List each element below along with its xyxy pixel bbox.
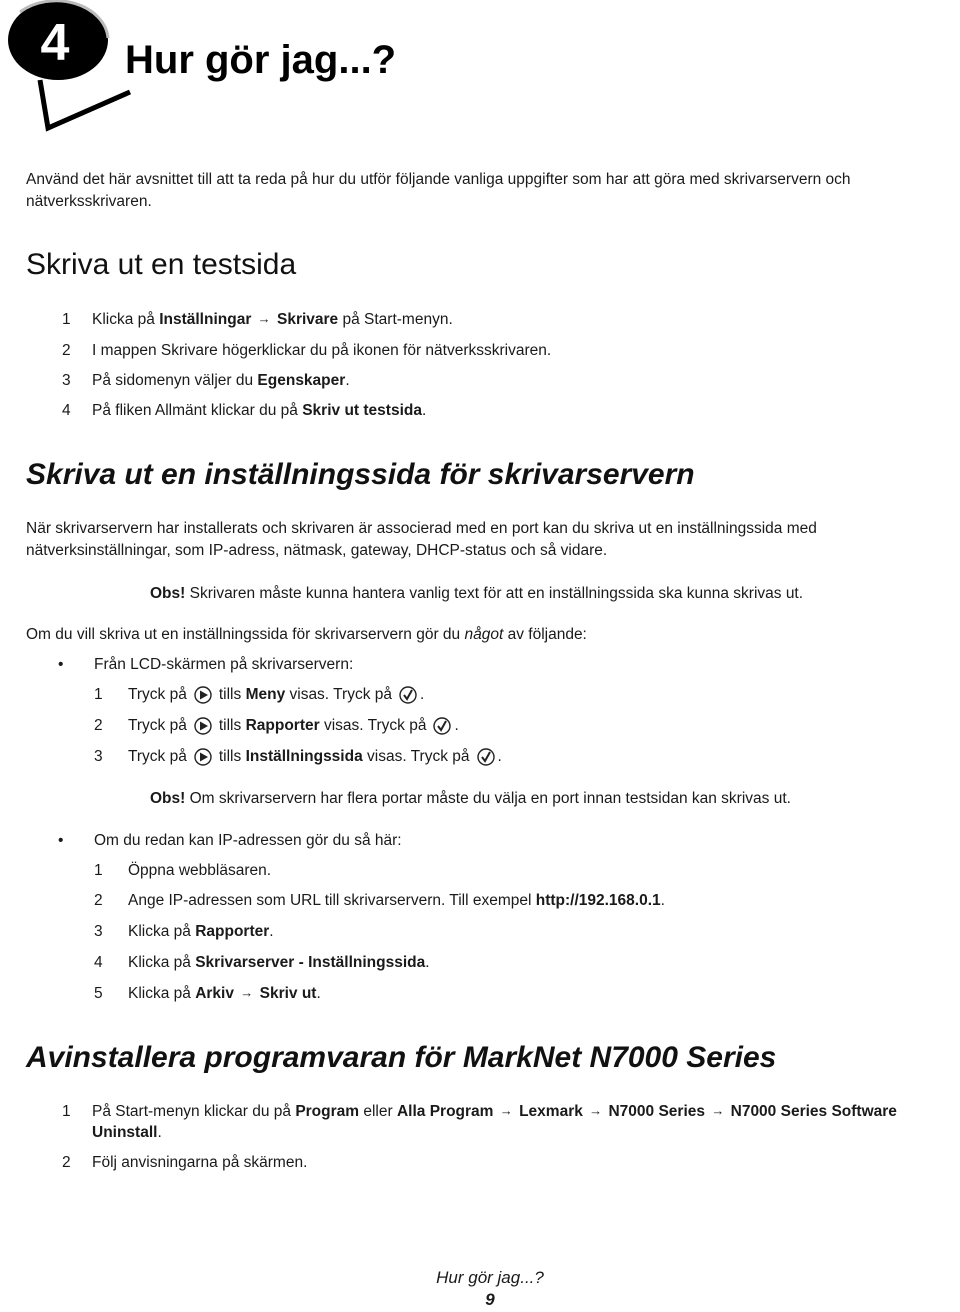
chapter-number-badge [0,0,135,135]
right-arrow-button-icon [193,685,213,705]
page-number: 9 [485,1290,495,1309]
note: Obs! Skrivaren måste kunna hantera vanlig text för att en inställningssida ska kunna skrivas ut. [150,585,804,602]
arrow-icon: → [499,1103,513,1118]
section-heading-avinstallera: Avinstallera programvaran för MarkNet N7000 Series [26,1041,777,1074]
right-arrow-button-icon [193,747,213,767]
lead-paragraph: Om du vill skriva ut en inställningssida för skrivarservern gör du något av följande: [26,626,587,643]
section-heading-installningssida: Skriva ut en inställningssida för skrivarservern [26,458,695,491]
note: Obs! Om skrivarservern har flera portar måste du välja en port innan testsidan kan skrivas ut. [150,790,791,807]
chapter-title: Hur gör jag...? [125,38,397,82]
arrow-icon: → [240,985,254,1000]
chapter-number: 4 [40,14,70,72]
select-checkmark-icon [398,685,418,705]
arrow-icon: → [257,311,271,326]
arrow-icon: → [711,1103,725,1118]
arrow-icon: → [589,1103,603,1118]
intro-paragraph: Använd det här avsnittet till att ta reda på hur du utför följande vanliga uppgifter som har att göra med skrivarservern och nätverksskrivaren. [26,171,851,210]
section-heading-testsida: Skriva ut en testsida [26,248,297,281]
bullet-icon: • [58,832,64,849]
footer-title: Hur gör jag...? [436,1268,544,1287]
right-arrow-button-icon [193,716,213,736]
select-checkmark-icon [432,716,452,736]
section2-paragraph: När skrivarservern har installerats och skrivaren är associerad med en port kan du skriva ut en inställningssida med nätverksinställningar, som IP-adress, nätmask, gateway, DHCP-status och så vidare. [26,520,817,559]
list-item: 1 På Start-menyn klickar du på Program eller Alla Program → Lexmark → N7000 Series → N7000 Series Software Uninstall. [62,1103,897,1141]
bullet-icon: • [58,656,64,673]
select-checkmark-icon [476,747,496,767]
